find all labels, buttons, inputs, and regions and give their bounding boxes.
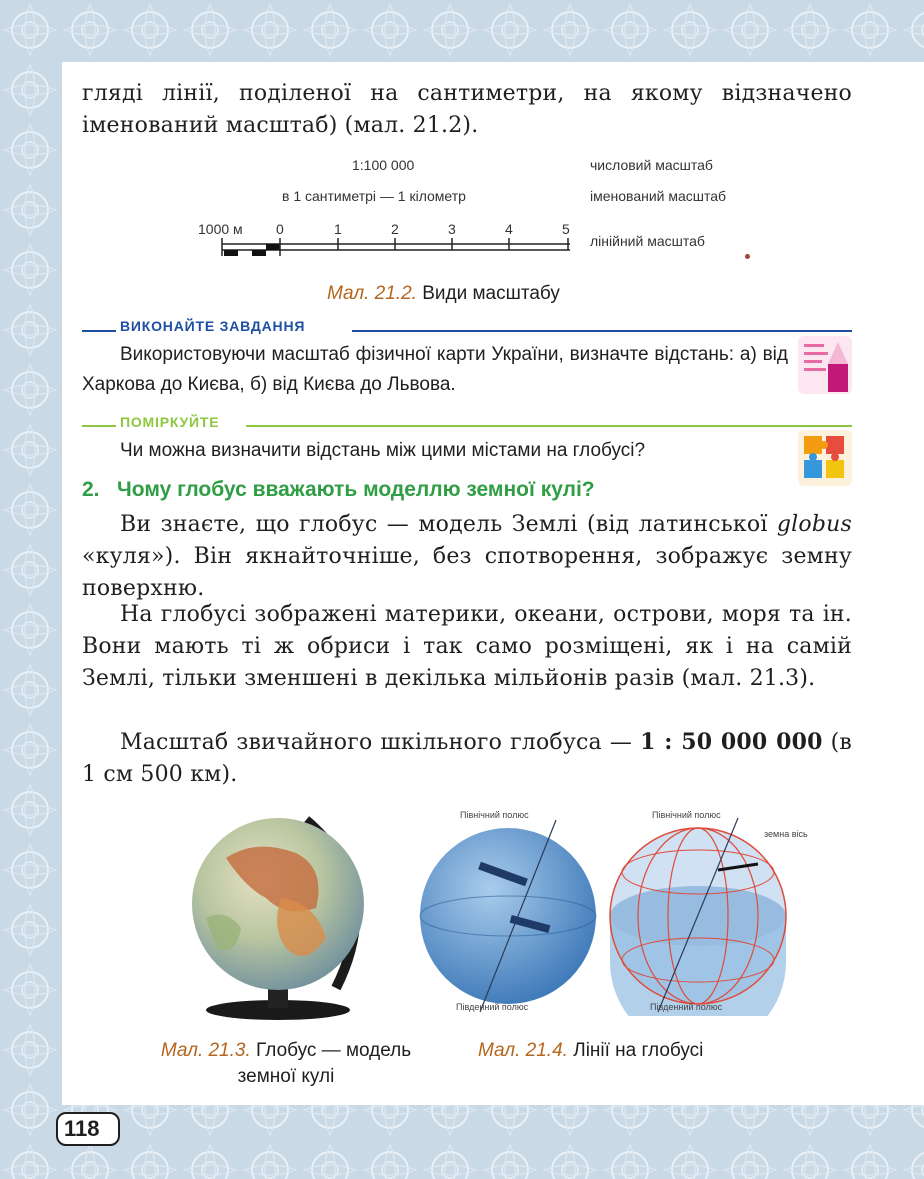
task-rule-left [82,330,116,332]
south-pole-label-2: Південний полюс [650,1002,723,1012]
scale-tick-label: 0 [276,221,284,237]
figure-21-3-label: Мал. 21.3. [160,1040,251,1061]
think-rule-right [246,425,852,427]
numeric-scale-value: 1:100 000 [352,157,415,173]
figure-21-4-text: Лінії на глобусі [573,1040,704,1061]
figure-21-2-text: Види масштабу [422,283,560,304]
figure-21-2-caption [327,283,560,305]
figure-21-2-label: Мал. 21.2. [327,283,417,304]
scale-tick-label: 4 [505,221,513,237]
marker-dot [745,254,750,259]
think-rule-left [82,425,116,427]
intro-paragraph: гляді лінії, поділеної на сантиметри, на якому відзначено іменований масштаб) (мал. 21.2). [82,81,852,138]
scale-tick-label: 2 [391,221,399,237]
scale-tick-label: 3 [448,221,456,237]
notebook-icon [798,336,852,394]
paragraph-globe-model [82,509,852,605]
legend-numeric-scale: числовий масштаб [590,157,713,173]
legend-named-scale: іменований масштаб [590,188,727,204]
legend-linear-scale: лінійний масштаб [590,233,705,249]
globe-poles-image [418,812,598,1016]
scale-tick-label: 5 [562,221,570,237]
linear-scale-bar [220,238,576,258]
named-scale-value: в 1 сантиметрі — 1 кілометр [282,188,466,204]
task-rule-right [352,330,852,332]
p3-bold-scale: 1 : 50 000 000 [640,729,823,755]
task-heading: ВИКОНАЙТЕ ЗАВДАННЯ [120,318,306,334]
section-title [82,478,595,502]
school-globe-image [186,808,398,1020]
scale-tick-label: 1 [334,221,342,237]
north-pole-label-2: Північний полюс [652,810,721,820]
p1-text-b: «куля»). Він якнайточніше, без спотворення, зображує земну поверхню. [82,544,852,601]
earth-axis-label: земна вісь [764,829,808,839]
section-number: 2. [82,478,100,501]
p1-text-a: Ви знаєте, що глобус — модель Землі (від латинської [120,512,777,537]
north-pole-label-1: Північний полюс [460,810,529,820]
figure-21-3-text-line2: земної кулі [237,1066,335,1087]
figure-21-3-caption [126,1038,446,1090]
puzzle-icon [798,430,852,486]
think-text: Чи можна визначити відстань між цими містами на глобусі? [120,440,646,461]
p3-text-a: Масштаб звичайного шкільного глобуса — [120,730,641,755]
task-text: Використовуючи масштаб фізичної карти України, визначте відстань: а) від Харкова до Києва, б) від Києва до Львова. [82,344,788,395]
globe-grid-image [608,812,788,1016]
paragraph-globe-scale [82,726,852,791]
paragraph-globe-content: На глобусі зображені материки, океани, острови, моря та ін. Вони мають ті ж обриси і так само розміщені, як і на самій Землі, тільки зменшені в декілька мільйонів разів (мал. 21.3). [82,602,852,691]
linear-scale-left-label: 1000 м [198,221,243,237]
think-heading: ПОМІРКУЙТЕ [120,414,220,430]
figure-21-4-label: Мал. 21.4. [478,1040,568,1061]
south-pole-label-1: Південний полюс [456,1002,529,1012]
section-title-text: Чому глобус вважають моделлю земної кулі? [117,478,595,501]
p1-italic: globus [776,512,852,537]
figure-21-4-caption [478,1038,703,1064]
figure-21-3-text-line1: Глобус — модель [256,1040,412,1061]
page-number: 118 [56,1112,120,1146]
p3-text-b: (в 1 см 500 км). [82,730,853,787]
